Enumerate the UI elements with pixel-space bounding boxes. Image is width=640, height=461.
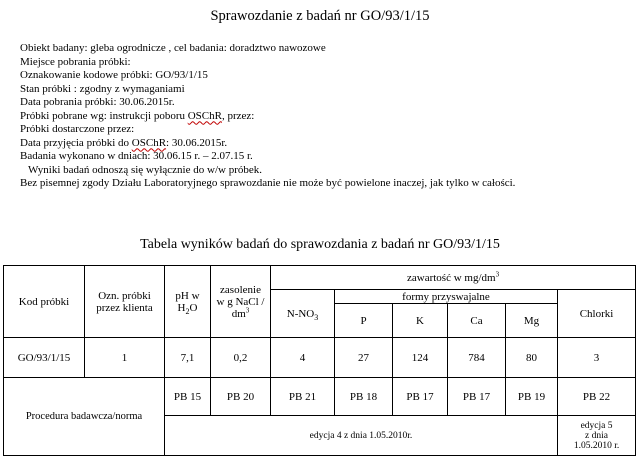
sampling-place-line: Miejsce pobrania próbki: [20,55,131,68]
proc-ph: PB 15 [165,378,211,416]
proc-ca: PB 17 [448,378,506,416]
proc-zasolenie: PB 20 [211,378,271,416]
cell-k: 124 [393,338,448,378]
procedure-label: Procedura badawcza/norma [4,378,165,456]
header-k: K [393,304,448,338]
sampling-date-line: Data pobrania próbki: 30.06.2015r. [20,96,175,108]
header-ph: pH w $H_2O$ [165,266,211,338]
header-formy: formy przyswajalne [335,290,558,304]
cell-mg: 80 [506,338,558,378]
table-row [4,338,636,378]
header-ozn: Ozn. próbki przez klienta [85,266,165,338]
report-title: Sprawozdanie z badań nr GO/93/1/15 [210,8,430,24]
sampled-by-org: OSChR [187,109,222,122]
sampled-by-pre: Próbki pobrane wg: instrukcji poboru [20,109,188,122]
table-title: Tabela wyników badań do sprawozdania z badań nr GO/93/1/15 [140,237,500,252]
header-ca: Ca [448,304,506,338]
delivered-by-line: Próbki dostarczone przez: [20,123,135,135]
header-zawartosc: zawartość w $mg/dm^3$ [271,266,636,290]
header-zasolenie: zasolenie w g NaCl / $dm^3$ [211,266,271,338]
cell-ozn: 1 [85,338,165,378]
cell-ph: 7,1 [165,338,211,378]
state-line: Stan próbki : zgodny z wymaganiami [20,82,185,95]
cell-ca: 784 [448,338,506,378]
results-table [3,265,636,456]
received-pre: Data przyjęcia próbki do [20,136,132,149]
cell-p: 27 [335,338,393,378]
proc-k: PB 17 [393,378,448,416]
cell-kod: GO/93/1/15 [4,338,85,378]
code-line: Oznakowanie kodowe próbki: GO/93/1/15 [20,69,208,81]
procedure-row [4,378,636,416]
proc-mg: PB 19 [506,378,558,416]
sampled-by-post: , przez: [221,109,255,122]
edition-main: edycja 4 z dnia 1.05.2010r. [165,416,558,456]
proc-p: PB 18 [335,378,393,416]
cell-nno3: 4 [271,338,335,378]
received-line [20,137,515,151]
proc-nno3: PB 21 [271,378,335,416]
received-post: : 30.06.2015r. [166,136,228,149]
header-kod: Kod próbki [4,266,85,338]
header-p: P [335,304,393,338]
header-mg: Mg [506,304,558,338]
object-line: Obiekt badany: gleba ogrodnicze , cel badania: doradztwo nawozowe [20,42,326,54]
cell-zasolenie: 0,2 [211,338,271,378]
edition-chlorki: edycja 5 z dnia 1.05.2010 r. [558,416,636,456]
received-org: OSChR [131,136,167,149]
sample-info [20,42,515,191]
note-copy-line: Bez pisemnej zgody Działu Laboratoryjnego sprawozdanie nie może być powielone inaczej, jak tylko w całości. [20,177,516,189]
proc-chlorki: PB 22 [558,378,636,416]
note-results-line: Wyniki badań odnoszą się wyłącznie do w/w próbek. [20,163,262,176]
cell-chlorki: 3 [558,338,636,378]
sampled-by-line [20,110,515,124]
header-nno3: $N-NO_3$ [271,290,335,338]
performed-line: Badania wykonano w dniach: 30.06.15 r. – 2.07.15 r. [20,150,253,162]
header-chlorki: Chlorki [558,290,636,338]
